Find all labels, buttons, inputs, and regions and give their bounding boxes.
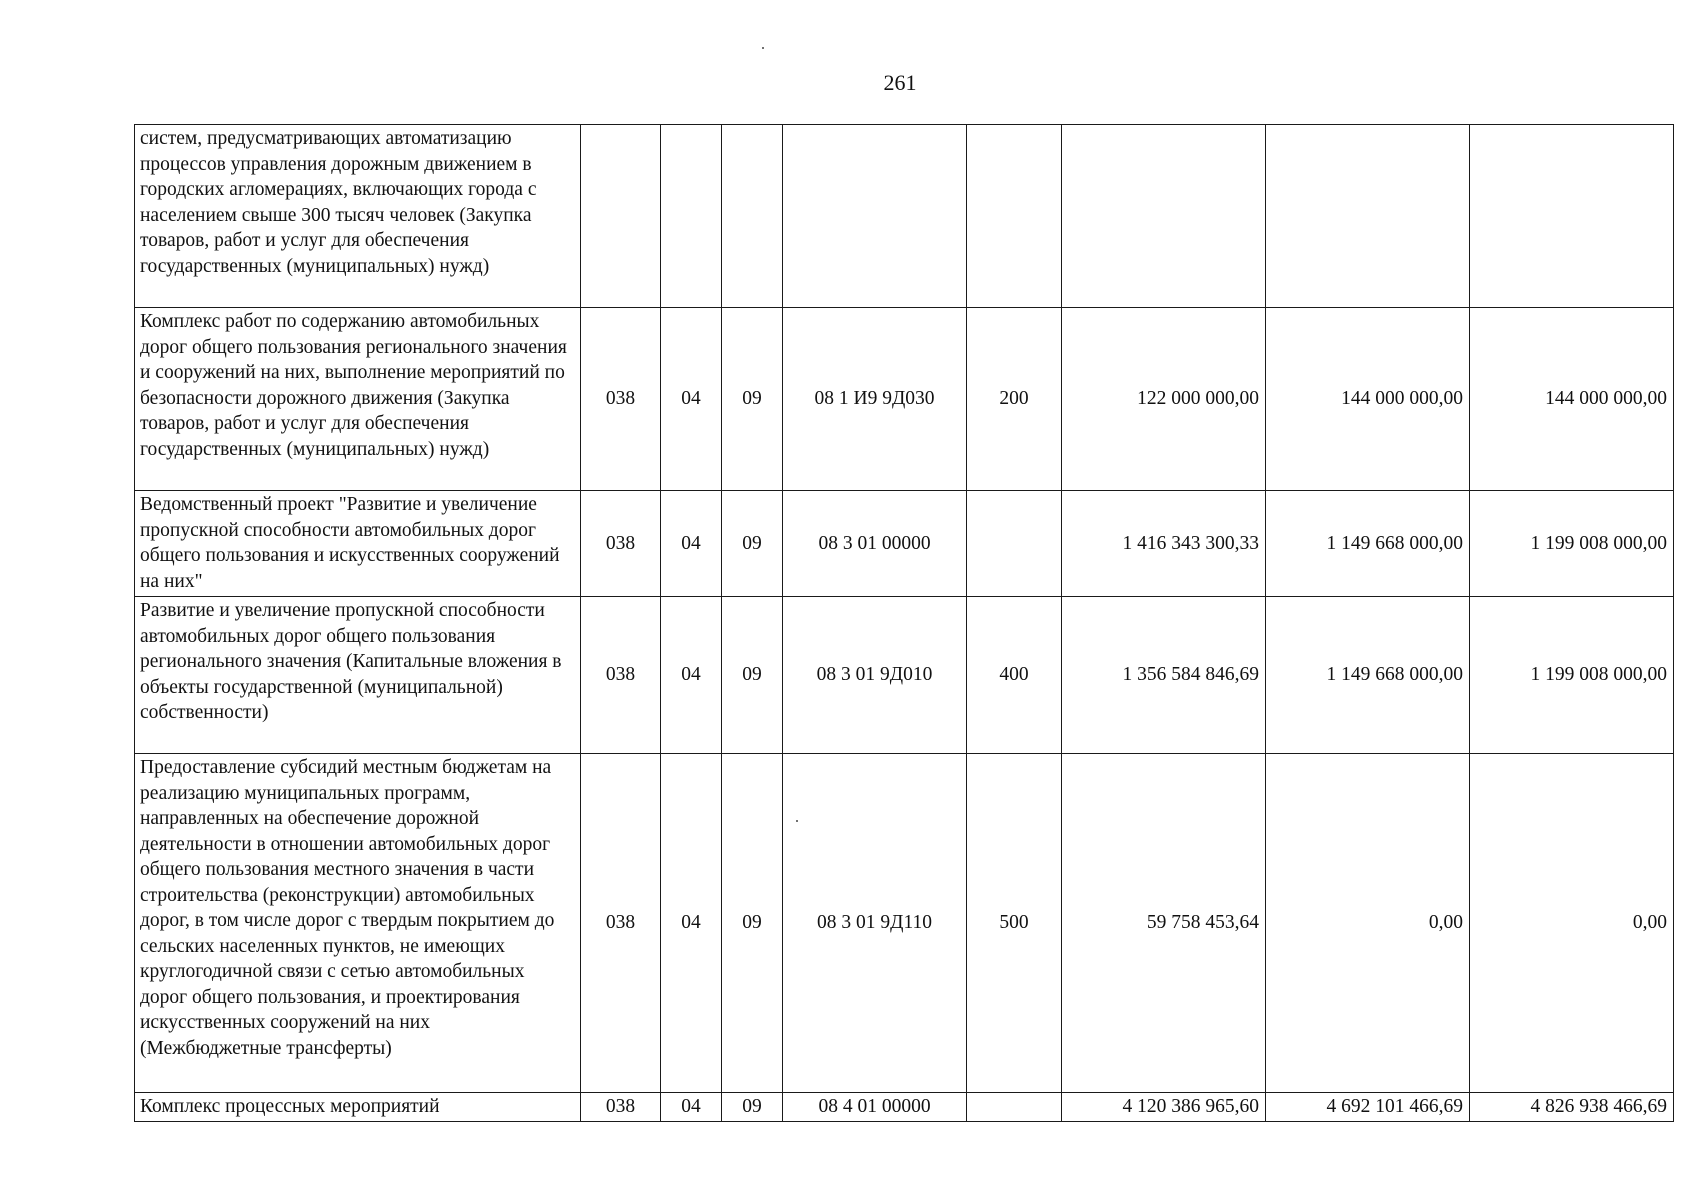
ministry-code-cell: [581, 125, 661, 308]
subsection-code-cell: 09: [722, 308, 783, 491]
budget-table: [134, 124, 1674, 1122]
section-code-cell: 04: [661, 491, 722, 597]
row-name-cell: Комплекс процессных мероприятий: [135, 1093, 581, 1122]
expense-type-cell: [967, 125, 1062, 308]
row-name-cell: Предоставление субсидий местным бюджетам на реализацию муниципальных программ, направленных на обеспечение дорожной деятельности в отношении автомобильных дорог общего пользования местного значения в части строительства (реконструкции) автомобильных дорог, в том числе дорог с твердым покрытием до сельских населенных пунктов, не имеющих круглогодичной связи с сетью автомобильных дорог общего пользования, и проектирования искусственных сооружений на них (Межбюджетные трансферты): [135, 754, 581, 1093]
sum-2025-cell: 0,00: [1266, 754, 1470, 1093]
sum-2025-cell: 1 149 668 000,00: [1266, 597, 1470, 754]
sum-2024-cell: [1062, 125, 1266, 308]
expense-type-cell: 400: [967, 597, 1062, 754]
subsection-code-cell: 09: [722, 597, 783, 754]
section-code-cell: [661, 125, 722, 308]
sum-2026-cell: 144 000 000,00: [1470, 308, 1674, 491]
section-code-cell: 04: [661, 597, 722, 754]
subsection-code-cell: 09: [722, 1093, 783, 1122]
sum-2025-cell: 144 000 000,00: [1266, 308, 1470, 491]
table-row: [135, 308, 1674, 491]
sum-2026-cell: [1470, 125, 1674, 308]
expense-type-cell: [967, 491, 1062, 597]
sum-2024-cell: 1 416 343 300,33: [1062, 491, 1266, 597]
target-article-cell: 08 4 01 00000: [783, 1093, 967, 1122]
row-name-cell: Комплекс работ по содержанию автомобильных дорог общего пользования регионального значения и сооружений на них, выполнение мероприятий по безопасности дорожного движения (Закупка товаров, работ и услуг для обеспечения государственных (муниципальных) нужд): [135, 308, 581, 491]
page-number: 261: [883, 70, 917, 95]
expense-type-cell: [967, 1093, 1062, 1122]
section-code-cell: 04: [661, 1093, 722, 1122]
subsection-code-cell: [722, 125, 783, 308]
table-row: [135, 754, 1674, 1093]
sum-2025-cell: [1266, 125, 1470, 308]
target-article-cell: 08 3 01 9Д110: [783, 754, 967, 1093]
table-row: [135, 597, 1674, 754]
target-article-cell: 08 3 01 00000: [783, 491, 967, 597]
target-article-cell: 08 1 И9 9Д030: [783, 308, 967, 491]
sum-2024-cell: 59 758 453,64: [1062, 754, 1266, 1093]
target-article-cell: 08 3 01 9Д010: [783, 597, 967, 754]
expense-type-cell: 200: [967, 308, 1062, 491]
sum-2024-cell: 4 120 386 965,60: [1062, 1093, 1266, 1122]
sum-2026-cell: 1 199 008 000,00: [1470, 491, 1674, 597]
expense-type-cell: 500: [967, 754, 1062, 1093]
row-name-cell: Развитие и увеличение пропускной способности автомобильных дорог общего пользования регионального значения (Капитальные вложения в объекты государственной (муниципальной) собственности): [135, 597, 581, 754]
row-name-cell: систем, предусматривающих автоматизацию процессов управления дорожным движением в городских агломерациях, включающих города с населением свыше 300 тысяч человек (Закупка товаров, работ и услуг для обеспечения государственных (муниципальных) нужд): [135, 125, 581, 308]
section-code-cell: 04: [661, 754, 722, 1093]
sum-2026-cell: 4 826 938 466,69: [1470, 1093, 1674, 1122]
table-row: [135, 491, 1674, 597]
ministry-code-cell: 038: [581, 754, 661, 1093]
sum-2024-cell: 1 356 584 846,69: [1062, 597, 1266, 754]
scan-speck: [762, 47, 764, 49]
ministry-code-cell: 038: [581, 308, 661, 491]
sum-2025-cell: 4 692 101 466,69: [1266, 1093, 1470, 1122]
ministry-code-cell: 038: [581, 597, 661, 754]
row-name-cell: Ведомственный проект "Развитие и увеличение пропускной способности автомобильных дорог общего пользования и искусственных сооружений на них": [135, 491, 581, 597]
section-code-cell: 04: [661, 308, 722, 491]
sum-2025-cell: 1 149 668 000,00: [1266, 491, 1470, 597]
table-row: [135, 1093, 1674, 1122]
ministry-code-cell: 038: [581, 1093, 661, 1122]
subsection-code-cell: 09: [722, 491, 783, 597]
sum-2026-cell: 1 199 008 000,00: [1470, 597, 1674, 754]
ministry-code-cell: 038: [581, 491, 661, 597]
subsection-code-cell: 09: [722, 754, 783, 1093]
sum-2026-cell: 0,00: [1470, 754, 1674, 1093]
table-row: [135, 125, 1674, 308]
sum-2024-cell: 122 000 000,00: [1062, 308, 1266, 491]
target-article-cell: [783, 125, 967, 308]
